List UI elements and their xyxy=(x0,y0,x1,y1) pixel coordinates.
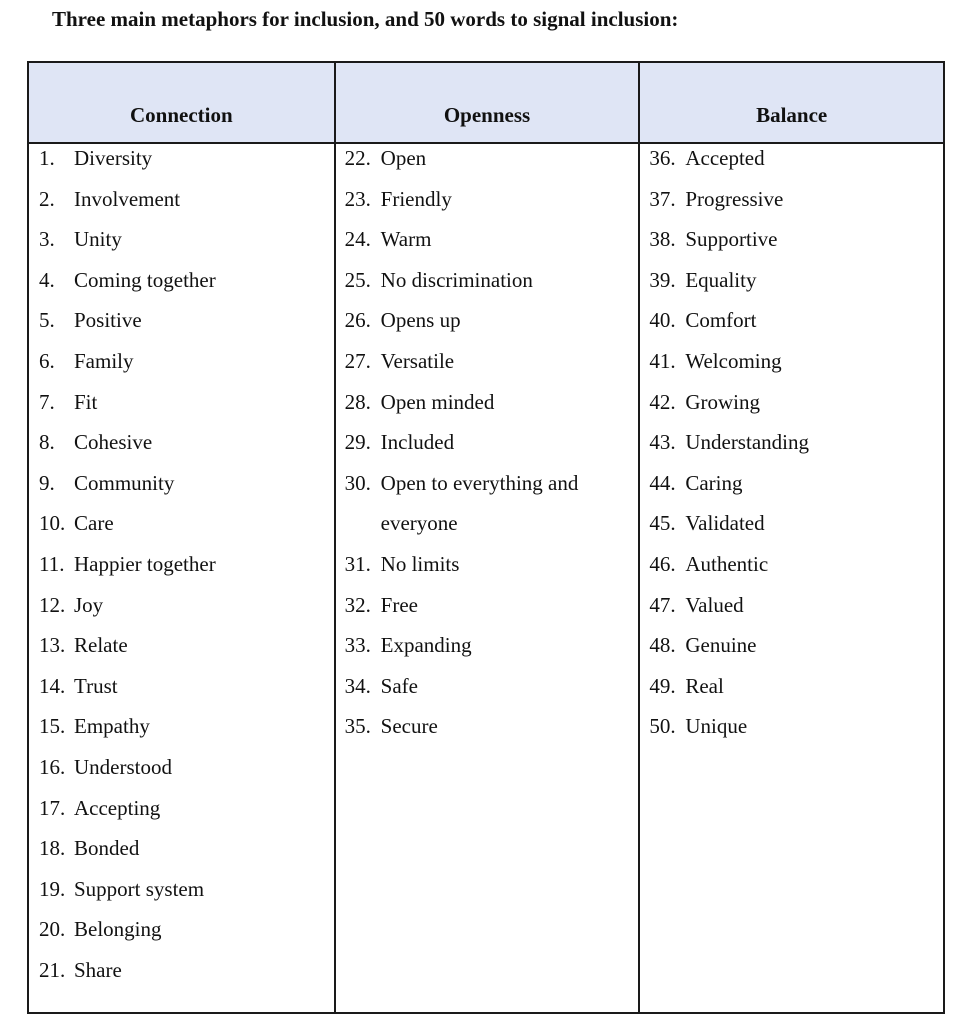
item-number: 44. xyxy=(649,470,676,495)
item-word: Included xyxy=(380,430,455,455)
item-word-continuation: everyone xyxy=(380,511,458,536)
list-item xyxy=(29,422,334,463)
item-word: Coming together xyxy=(74,267,216,292)
item-word: Accepted xyxy=(685,146,765,170)
item-word: Comfort xyxy=(685,308,757,333)
item-number: 38. xyxy=(649,227,676,252)
list-item xyxy=(640,260,943,301)
list-item xyxy=(336,585,639,626)
item-word: Progressive xyxy=(685,186,784,211)
item-number: 1. xyxy=(39,146,55,170)
item-number: 27. xyxy=(344,348,371,373)
item-word: Growing xyxy=(685,389,760,414)
list-item xyxy=(640,706,943,747)
list-item xyxy=(640,625,943,666)
item-number: 39. xyxy=(649,267,676,292)
item-word: Authentic xyxy=(685,551,769,576)
column-openness xyxy=(334,63,639,1012)
column-balance xyxy=(638,63,943,1012)
list-item xyxy=(29,950,334,991)
list-item xyxy=(29,544,334,585)
item-word: Understood xyxy=(74,754,172,779)
item-word: Care xyxy=(74,511,114,536)
list-item xyxy=(29,828,334,869)
list-item xyxy=(29,219,334,260)
item-number: 3. xyxy=(39,227,55,252)
list-item xyxy=(640,503,943,544)
item-word: Relate xyxy=(74,633,128,658)
list-item xyxy=(336,219,639,260)
item-number: 5. xyxy=(39,308,55,333)
item-word: Community xyxy=(74,470,175,495)
item-number: 9. xyxy=(39,470,55,495)
item-number: 23. xyxy=(344,186,371,211)
list-item xyxy=(29,463,334,504)
item-word: Safe xyxy=(380,673,418,698)
item-number: 42. xyxy=(649,389,676,414)
item-number: 7. xyxy=(39,389,55,414)
item-number: 2. xyxy=(39,186,55,211)
item-word: Secure xyxy=(380,714,438,739)
item-number: 35. xyxy=(344,714,371,739)
item-word: Welcoming xyxy=(685,348,782,373)
item-word: Friendly xyxy=(380,186,452,211)
list-item xyxy=(29,909,334,950)
list-item xyxy=(336,179,639,220)
list-item xyxy=(29,341,334,382)
item-word: Warm xyxy=(380,227,432,252)
item-word: Involvement xyxy=(74,186,181,211)
item-number: 20. xyxy=(39,917,66,942)
item-number: 8. xyxy=(39,430,55,455)
list-item xyxy=(640,179,943,220)
item-number: 4. xyxy=(39,267,55,292)
list-item xyxy=(640,219,943,260)
item-word: Free xyxy=(380,592,418,617)
column-header: Connection xyxy=(29,63,334,144)
list-item xyxy=(29,300,334,341)
document-title: Three main metaphors for inclusion, and 50 words to signal inclusion: xyxy=(52,7,679,31)
item-word: Expanding xyxy=(380,633,472,658)
item-number: 49. xyxy=(649,673,676,698)
item-number: 10. xyxy=(39,511,66,536)
item-word: Family xyxy=(74,348,134,373)
list-item xyxy=(640,382,943,423)
item-number: 32. xyxy=(344,592,371,617)
item-word: Valued xyxy=(685,592,744,617)
list-item xyxy=(336,382,639,423)
item-word: Cohesive xyxy=(74,430,153,455)
item-word: Open minded xyxy=(380,389,495,414)
item-word: Unity xyxy=(74,227,122,252)
column-body xyxy=(336,144,639,1012)
item-number: 6. xyxy=(39,348,55,373)
item-number: 17. xyxy=(39,795,66,820)
item-number: 30. xyxy=(344,470,371,495)
item-word: Real xyxy=(685,673,724,698)
item-word: Equality xyxy=(685,267,757,292)
item-word: Caring xyxy=(685,470,743,495)
item-number: 21. xyxy=(39,957,66,982)
item-number: 14. xyxy=(39,673,66,698)
item-number: 19. xyxy=(39,876,66,901)
item-word: Versatile xyxy=(380,348,455,373)
item-number: 40. xyxy=(649,308,676,333)
list-item xyxy=(640,341,943,382)
item-word: Positive xyxy=(74,308,142,333)
column-header: Openness xyxy=(336,63,639,144)
list-item xyxy=(29,138,334,179)
item-word: Opens up xyxy=(380,308,461,333)
list-item xyxy=(336,138,639,179)
list-item xyxy=(336,625,639,666)
item-number: 41. xyxy=(649,348,676,373)
item-word: Unique xyxy=(685,714,748,739)
list-item xyxy=(29,260,334,301)
item-word: Bonded xyxy=(74,836,140,861)
item-number: 34. xyxy=(344,673,371,698)
item-number: 45. xyxy=(649,511,676,536)
item-word: Empathy xyxy=(74,714,150,739)
item-word: Fit xyxy=(74,389,98,414)
list-item xyxy=(336,706,639,747)
item-word: Understanding xyxy=(685,430,809,455)
item-word: Trust xyxy=(74,673,118,698)
item-word: Diversity xyxy=(74,146,153,170)
column-body xyxy=(640,144,943,1012)
metaphors-table xyxy=(27,61,945,1014)
item-number: 15. xyxy=(39,714,66,739)
list-item xyxy=(336,341,639,382)
item-number: 22. xyxy=(344,146,371,170)
list-item xyxy=(29,869,334,910)
item-word: Genuine xyxy=(685,633,757,658)
item-number: 36. xyxy=(649,146,676,170)
item-word: Joy xyxy=(74,592,104,617)
list-item xyxy=(29,585,334,626)
list-item xyxy=(29,666,334,707)
item-word: Share xyxy=(74,957,122,982)
item-number: 18. xyxy=(39,836,66,861)
column-connection xyxy=(29,63,334,1012)
list-item xyxy=(640,585,943,626)
list-item xyxy=(29,706,334,747)
item-number: 26. xyxy=(344,308,371,333)
item-number: 50. xyxy=(649,714,676,739)
list-item xyxy=(336,422,639,463)
item-word: Supportive xyxy=(685,227,778,252)
item-number: 25. xyxy=(344,267,371,292)
item-number: 47. xyxy=(649,592,676,617)
list-item xyxy=(640,422,943,463)
item-word: Open xyxy=(380,146,427,170)
column-body xyxy=(29,144,334,1012)
list-item xyxy=(336,300,639,341)
list-item xyxy=(29,503,334,544)
list-item xyxy=(640,544,943,585)
list-item xyxy=(336,260,639,301)
list-item xyxy=(29,788,334,829)
item-word: No discrimination xyxy=(380,267,533,292)
list-item xyxy=(640,138,943,179)
item-word: Happier together xyxy=(74,551,216,576)
item-number: 24. xyxy=(344,227,371,252)
item-word: Support system xyxy=(74,876,205,901)
item-number: 31. xyxy=(344,551,371,576)
list-item xyxy=(29,382,334,423)
item-word: Accepting xyxy=(74,795,161,820)
item-number: 16. xyxy=(39,754,66,779)
list-item xyxy=(336,544,639,585)
item-number: 37. xyxy=(649,186,676,211)
item-word: Belonging xyxy=(74,917,162,942)
item-number: 13. xyxy=(39,633,66,658)
item-number: 29. xyxy=(344,430,371,455)
column-header: Balance xyxy=(640,63,943,144)
item-number: 43. xyxy=(649,430,676,455)
item-number: 33. xyxy=(344,633,371,658)
list-item xyxy=(29,747,334,788)
list-item xyxy=(336,463,639,504)
item-word: Validated xyxy=(685,511,765,536)
item-number: 28. xyxy=(344,389,371,414)
list-item xyxy=(640,666,943,707)
item-number: 12. xyxy=(39,592,66,617)
list-item xyxy=(640,300,943,341)
list-item xyxy=(640,463,943,504)
item-word: Open to everything and xyxy=(380,470,579,495)
list-item xyxy=(29,625,334,666)
list-item xyxy=(336,666,639,707)
item-word: No limits xyxy=(380,551,460,576)
list-item xyxy=(29,179,334,220)
item-number: 11. xyxy=(39,551,65,576)
item-number: 46. xyxy=(649,551,676,576)
item-number: 48. xyxy=(649,633,676,658)
